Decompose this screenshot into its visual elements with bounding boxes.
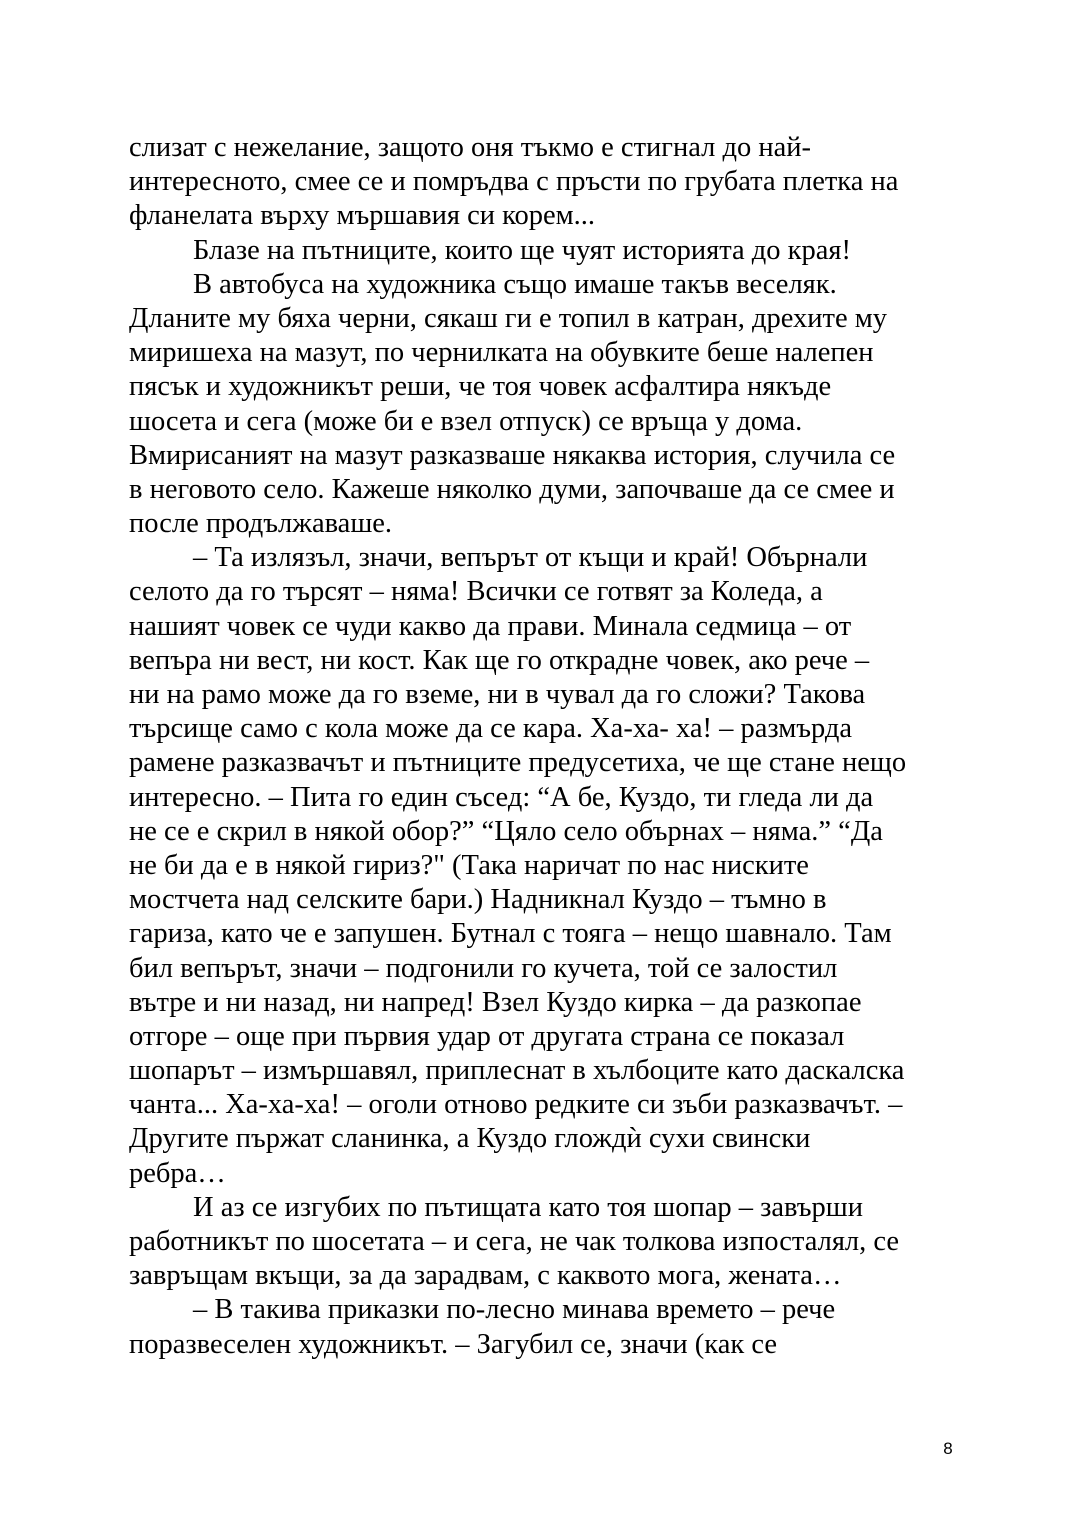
text-line: Вмирисаният на мазут разказваше някаква история, случила се <box>129 439 896 471</box>
text-line: интересното, смее се и помръдва с пръсти по грубата плетка на <box>129 166 899 198</box>
text-line: бил вепърът, значи – подгонили го кучета, той се залостил <box>129 952 838 984</box>
page-number: 8 <box>943 1439 953 1458</box>
paragraph-first-line: – В такива приказки по-лесно минава времето – рече <box>193 1294 836 1326</box>
text-line: в неговото село. Кажеше няколко думи, започваше да се смее и <box>129 473 895 505</box>
text-line: Дланите му бяха черни, сякаш ги е топил в катран, дрехите му <box>129 302 888 334</box>
text-line: чанта... Ха-ха-ха! – оголи отново редките си зъби разказвачът. – <box>129 1089 903 1121</box>
text-line: търсище само с кола може да се кара. Ха-ха- ха! – размърда <box>129 713 853 745</box>
text-line: Другите пържат сланинка, а Куздо глождѝ сухи свински <box>129 1123 811 1155</box>
text-line: селото да го търсят – няма! Всички се готвят за Коледа, а <box>129 576 823 608</box>
text-line: не би да е в някой гириз?" (Така наричат по нас ниските <box>129 849 809 881</box>
text-line: вепъра ни вест, ни кост. Как ще го открадне човек, ако рече – <box>129 644 870 676</box>
text-line: интересно. – Пита го един съсед: “А бе, Куздо, ти гледа ли да <box>129 781 874 813</box>
text-line: ни на рамо може да го вземе, ни в чувал да го сложи? Такова <box>129 679 866 710</box>
paragraph-first-line: Блазе на пътниците, които ще чуят историята до края! <box>193 234 852 266</box>
text-line: нашият човек се чуди какво да прави. Минала седмица – от <box>129 610 852 642</box>
paragraph-first-line: В автобуса на художника също имаше такъв веселяк. <box>193 268 837 300</box>
text-line: пясък и художникът реши, че тоя човек асфалтира някъде <box>129 371 832 403</box>
text-line: завръщам вкъщи, за да зарадвам, с каквото мога, жената… <box>129 1260 842 1292</box>
text-line: шопарът – измършавял, приплеснат в хълбоците като даскалска <box>129 1055 905 1087</box>
text-line: шосета и сега (може би е взел отпуск) се връща у дома. <box>129 405 803 437</box>
text-line: фланелата върху мършавия си корем... <box>129 200 596 232</box>
body-text <box>129 131 959 1362</box>
text-line: после продължаваше. <box>129 508 393 540</box>
text-line: поразвеселен художникът. – Загубил се, значи (как се <box>129 1328 777 1360</box>
text-line: миришеха на мазут, по чернилката на обувките беше налепен <box>129 337 874 369</box>
text-line: рамене разказвачът и пътниците предусетиха, че ще стане нещо <box>129 747 907 779</box>
text-line: отгоре – още при първия удар от другата страна се показал <box>129 1020 845 1052</box>
text-line: не се е скрил в някой обор?” “Цяло село обърнах – няма.” “Да <box>129 815 883 847</box>
text-line: ребра… <box>129 1157 226 1189</box>
text-line: гариза, като че е запушен. Бутнал с тояга – нещо шавнало. Там <box>129 918 892 950</box>
paragraph-first-line: – Та излязъл, значи, вепърът от къщи и край! Обърнали <box>193 542 868 574</box>
text-line: работникът по шосетата – и сега, не чак толкова изпосталял, се <box>129 1226 900 1257</box>
paragraph-first-line: И аз се изгубих по пътищата като тоя шопар – завърши <box>193 1191 863 1223</box>
text-line: вътре и ни назад, ни напред! Взел Куздо кирка – да разкопае <box>129 986 862 1018</box>
text-line: слизат с нежелание, защото оня тъкмо е стигнал до най- <box>129 132 811 163</box>
text-line: мостчета над селските бари.) Надникнал Куздо – тъмно в <box>129 884 827 916</box>
